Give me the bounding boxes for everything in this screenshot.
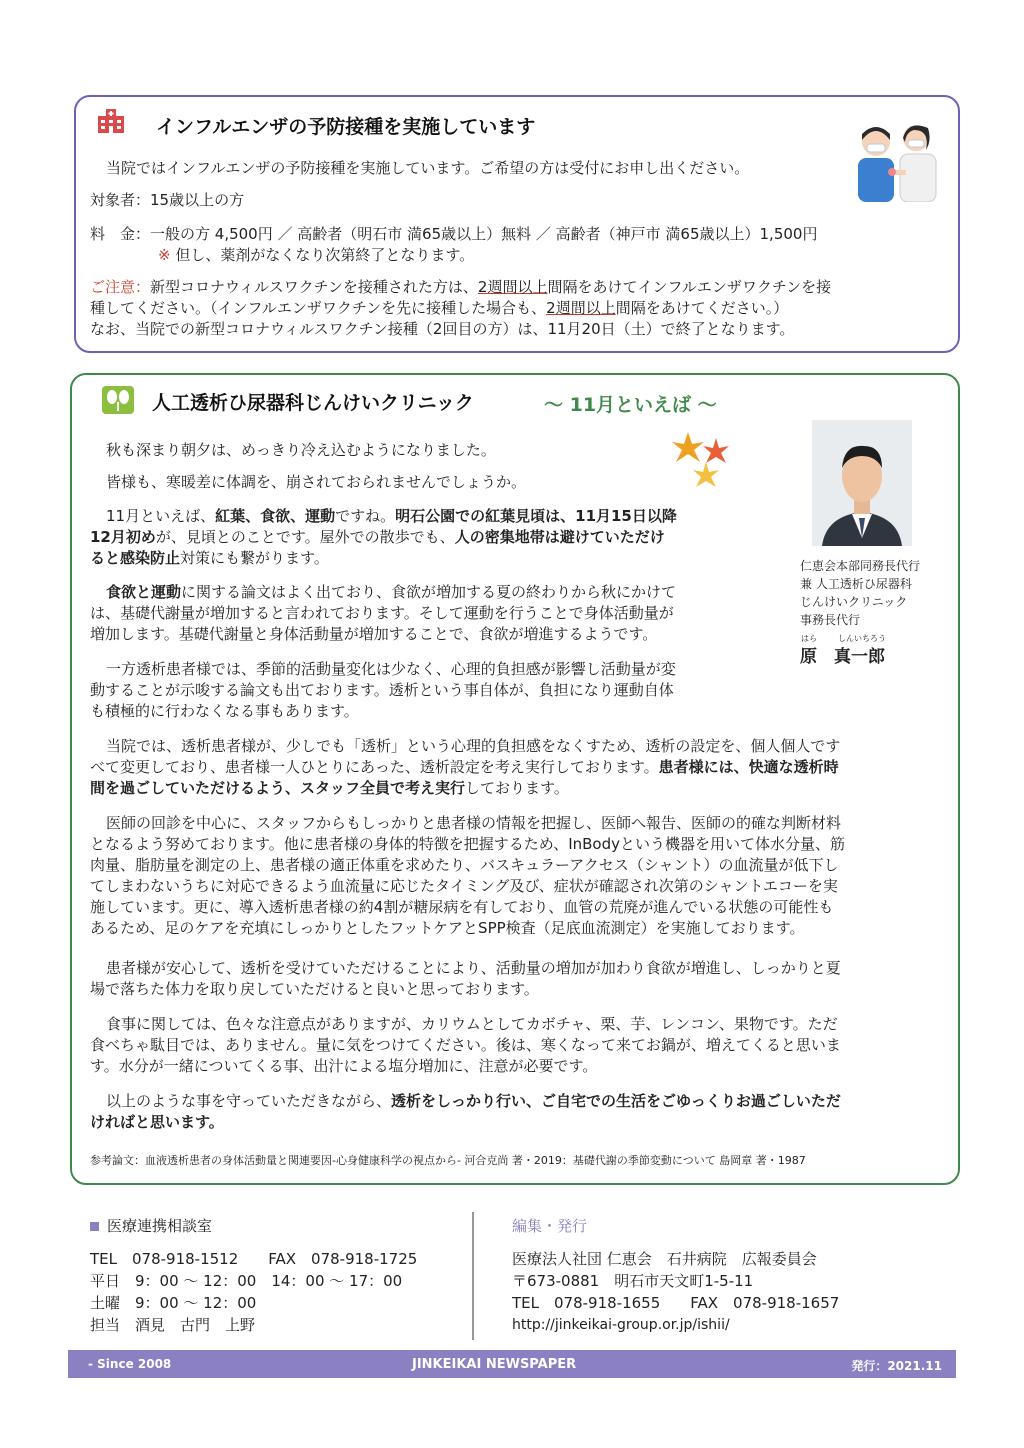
publisher-org: 医療法人社団 仁恵会 石井病院 広報委員会	[512, 1250, 817, 1268]
clinic-title: 人工透析ひ尿器科じんけいクリニック	[152, 392, 474, 414]
note-text: 但し、薬剤がなくなり次第終了となります。	[170, 246, 475, 264]
clinic-p2: 皆様も、寒暖差に体調を、崩されておられませんでしょうか。	[106, 473, 527, 491]
flu-target	[90, 190, 244, 211]
hospital-icon	[96, 108, 126, 134]
clinic-p4-line-2: は、基礎代謝量が増加すると言われております。そして運動を行うことで身体活動量が	[90, 604, 674, 622]
flu-title: インフルエンザの予防接種を実施しています	[156, 116, 536, 138]
text: 以上のような事を守っていただきながら、	[106, 1092, 392, 1110]
author-title-line-2: 兼 人工透析ひ尿器科	[800, 577, 912, 591]
target-label: 対象者：	[90, 191, 151, 209]
text-bold: 明石公園での紅葉見頃は、11月15日以降	[395, 507, 677, 525]
author-title-line-4: 事務長代行	[800, 613, 861, 627]
caution-text: 新型コロナウィルスワクチンを接種された方は、	[150, 278, 478, 296]
kidney-clinic-icon	[102, 386, 134, 414]
clinic-p6-line-2	[90, 757, 839, 778]
text-bold: 12月初め	[90, 528, 156, 546]
author-ruby-family: はら	[801, 634, 817, 643]
publisher-tel-fax: TEL 078-918-1655 FAX 078-918-1657	[512, 1294, 840, 1312]
clinic-p9-line-1: 食事に関しては、色々な注意点がありますが、カリウムとしてカボチャ、栗、芋、レンコン、果物です。ただ	[106, 1015, 838, 1033]
clinic-p3-line-3	[90, 548, 329, 569]
text: が、見頃とのことです。屋外での散歩でも、	[155, 528, 455, 546]
clinic-p7-line-6: あるため、足のケアを充填にしっかりとしたフットケアとSPP検査（足底血流測定）を実施しております。	[90, 919, 805, 937]
clinic-p8-line-1: 患者様が安心して、透析を受けていただけることにより、活動量の増加が加わり食欲が増進し、しっかりと夏	[106, 959, 841, 977]
clinic-p9-line-3: す。水分が一緒についてくる事、出汁による塩分増加に、注意が必要です。	[90, 1057, 598, 1075]
clinic-p1: 秋も深まり朝夕は、めっきり冷え込むようになりました。	[106, 441, 496, 459]
contact-staff: 担当 酒見 古門 上野	[90, 1316, 256, 1334]
publisher-heading: 編集・発行	[512, 1217, 588, 1235]
text-bold: 間を過ごしていただけるよう、スタッフ全員で考え実行	[90, 779, 466, 797]
clinic-p5-line-2: 動することが示唆する論文も出ております。透析という事自体が、負担になり運動自体	[90, 681, 674, 699]
text-bold: 食欲と運動	[106, 583, 182, 601]
clinic-p5-line-1: 一方透析患者様では、季節的活動量変化は少なく、心理的負担感が影響し活動量が変	[106, 660, 676, 678]
text: 対策にも繋がります。	[180, 549, 329, 567]
caution-underline: 2週間以上	[477, 278, 548, 296]
author-name: 原 真一郎	[800, 647, 885, 667]
clinic-p4-line-3: 増加します。基礎代謝量と身体活動量が増加することで、食欲が増進するようです。	[90, 625, 658, 643]
caution-text: 種してください。（インフルエンザワクチンを先に接種した場合も、	[90, 299, 547, 317]
text-bold: ると感染防止	[90, 549, 181, 567]
bullet-square-icon	[90, 1222, 99, 1231]
author-ruby-given: しんいちろう	[838, 634, 886, 643]
text: べて変更しており、患者様一人ひとりにあった、透析設定を考え実行しております。	[90, 758, 659, 776]
text-bold: 透析をしっかり行い、ご自宅での生活をごゆっくりお過ごしいただ	[391, 1092, 841, 1110]
text: しております。	[465, 779, 569, 797]
text: ですね。	[335, 507, 396, 525]
text-bold: 患者様には、快適な透析時	[658, 758, 839, 776]
footer-divider	[472, 1212, 474, 1340]
clinic-p10-line-1	[106, 1091, 841, 1112]
footer-issue-date: 発行：2021.11	[851, 1359, 942, 1373]
caution-text: 間隔をあけてください。）	[615, 299, 789, 317]
caution-underline: 2週間以上	[546, 299, 616, 317]
fee-label: 料 金：	[90, 225, 151, 243]
clinic-subtitle: ～ 11月といえば ～	[544, 394, 717, 416]
contact-heading-text: 医療連携相談室	[107, 1217, 213, 1235]
flu-caution-line-1	[90, 277, 831, 298]
clinic-p3-line-1	[106, 506, 677, 527]
contact-saturday-hours: 土曜 9：00 ～ 12：00	[90, 1294, 257, 1312]
clinic-p7-line-5: 施しています。更に、導入透析患者様の約4割が糖尿病を有しており、血管の荒廃が進んでいる状態の可能性も	[90, 898, 834, 916]
vaccination-illustration	[848, 120, 944, 202]
clinic-p10-line-2: ければと思います。	[90, 1113, 224, 1131]
clinic-p7-line-4: てしまわないうちに対応できるよう血流量に応じたタイミング及び、症状が確認され次第のシャントエコーを実	[90, 877, 838, 895]
publisher-url[interactable]: http://jinkeikai-group.or.jp/ishii/	[512, 1317, 730, 1333]
flu-intro: 当院ではインフルエンザの予防接種を実施しています。ご希望の方は受付にお申し出ください。	[106, 159, 750, 177]
caution-text: 間隔をあけてインフルエンザワクチンを接	[547, 278, 832, 296]
contact-weekday-hours: 平日 9：00 ～ 12：00 14：00 ～ 17：00	[90, 1272, 403, 1290]
clinic-p7-line-3: 肉量、脂肪量を測定の上、患者様の適正体重を求めたり、バスキュラーアクセス（シャント）の血流量が低下し	[90, 856, 839, 874]
clinic-p4-line-1	[106, 582, 676, 603]
flu-caution-line-3: なお、当院での新型コロナウィルスワクチン接種（2回目の方）は、11月20日（土）で終了となります。	[90, 320, 795, 338]
flu-fee	[90, 224, 817, 245]
publisher-address: 〒673-0881 明石市天文町1-5-11	[512, 1272, 754, 1290]
fee-value: 一般の方 4,500円 ／ 高齢者（明石市 満65歳以上）無料 ／ 高齢者（神戸市 満65歳以上）1,500円	[150, 225, 818, 243]
text-bold: 人の密集地帯は避けていただけ	[454, 528, 665, 546]
author-title-line-1: 仁恵会本部同務長代行	[800, 559, 921, 573]
text: に関する論文はよく出ており、食欲が増加する夏の終わりから秋にかけて	[181, 583, 677, 601]
author-title-line-3: じんけいクリニック	[800, 595, 908, 609]
clinic-p9-line-2: 食べちゃ駄目では、ありません。量に気をつけてください。後は、寒くなって来てお鍋が、増えてくると思いま	[90, 1036, 841, 1054]
target-value: 15歳以上の方	[150, 191, 245, 209]
contact-tel-fax: TEL 078-918-1512 FAX 078-918-1725	[90, 1250, 418, 1268]
text: 11月といえば、	[106, 507, 216, 525]
contact-heading	[90, 1216, 212, 1237]
note-mark: ※	[158, 246, 171, 264]
clinic-p7-line-2: となるよう努めております。他に患者様の身体的特徴を把握するため、InBodyという機器を用いて体水分量、筋	[90, 835, 846, 853]
clinic-p6-line-3	[90, 778, 569, 799]
clinic-p5-line-3: も積極的に行わなくなる事もあります。	[90, 702, 359, 720]
footer-since: - Since 2008	[88, 1357, 172, 1371]
author-photo	[812, 420, 912, 546]
flu-fee-note	[158, 245, 474, 266]
footer-newspaper-name: JINKEIKAI NEWSPAPER	[412, 1357, 577, 1372]
clinic-p6-line-1: 当院では、透析患者様が、少しでも「透析」という心理的負担感をなくすため、透析の設定を、個人個人です	[106, 737, 841, 755]
flu-caution-line-2	[90, 298, 788, 319]
clinic-p7-line-1: 医師の回診を中心に、スタッフからもしっかりと患者様の情報を把握し、医師へ報告、医師の的確な判断材料	[106, 814, 842, 832]
reference-note: 参考論文：血液透析患者の身体活動量と関連要因-心身健康科学の視点から- 河合克尚 著・2019：基礎代謝の季節変動について 島岡章 著・1987	[90, 1154, 806, 1167]
caution-label: ご注意：	[90, 278, 151, 296]
autumn-leaves-icon	[668, 428, 738, 494]
clinic-p8-line-2: 場で落ちた体力を取り戻していただけると良いと思っております。	[90, 980, 539, 998]
footer-bar	[68, 1350, 956, 1378]
clinic-p3-line-2	[90, 527, 665, 548]
text-bold: 紅葉、食欲、運動	[215, 507, 336, 525]
